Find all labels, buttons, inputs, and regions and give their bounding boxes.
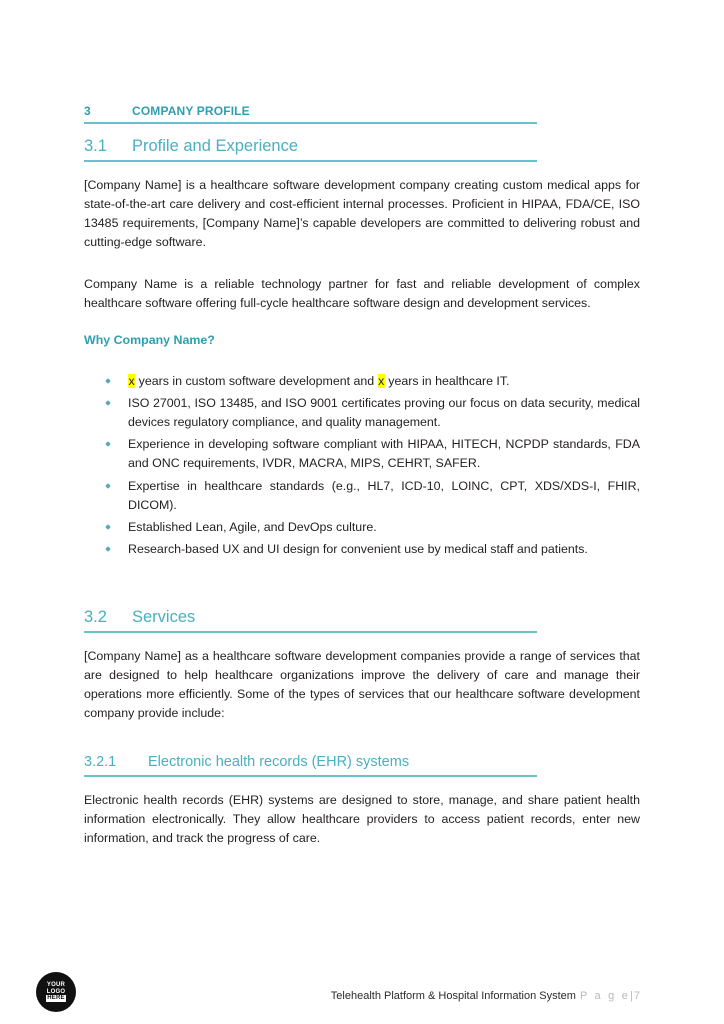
bullet-diamond-icon [105, 400, 111, 406]
section-3-2-1-number: 3.2.1 [84, 754, 117, 771]
page-number: 7 [633, 990, 640, 1002]
heading-section-3-2 [84, 607, 640, 633]
list-item-text: Experience in developing software compliant with HIPAA, HITECH, NCPDP standards, FDA and ONC requirements, IVDR, MACRA, MIPS, CEHRT, SAFER. [128, 437, 640, 471]
bullet-diamond-icon [105, 546, 111, 552]
list-item-text-middle: years in custom software development and [135, 373, 378, 388]
logo-line-1: YOUR [46, 981, 66, 988]
list-item [84, 394, 640, 432]
page-label: P a g e [579, 990, 631, 1002]
list-item-text: ISO 27001, ISO 13485, and ISO 9001 certificates proving our focus on data security, medical devices regulatory compliance, and quality management. [128, 395, 640, 429]
list-item [84, 518, 640, 537]
section-3-2-number: 3.2 [84, 607, 107, 626]
bullet-diamond-icon [105, 441, 111, 447]
list-item [84, 435, 640, 473]
page-footer [0, 950, 724, 1024]
chapter-title: COMPANY PROFILE [132, 104, 250, 118]
heading-section-3-2-1 [84, 753, 640, 776]
logo-line-3: HERE [47, 995, 65, 1002]
list-item-text: Established Lean, Agile, and DevOps culture. [128, 520, 377, 535]
heading-chapter-3 [84, 104, 640, 124]
bullet-diamond-icon [105, 483, 111, 489]
section-3-1-paragraph-1: [Company Name] is a healthcare software development company creating custom medical apps for state-of-the-art care delivery and cost-efficient internal processes. Proficient in HIPAA, FDA/CE, ISO 13485 requirements, [Company Name]’s capable developers are committed to delivering robust and cutting-edge software. [84, 177, 640, 250]
section-3-1-title: Profile and Experience [132, 136, 299, 155]
chapter-number: 3 [84, 104, 91, 118]
section-3-1-number: 3.1 [84, 136, 107, 155]
list-item [84, 477, 640, 515]
years-placeholder-1: x [128, 373, 135, 388]
why-company-name-heading: Why Company Name? [84, 332, 215, 347]
section-3-1-paragraph-2: Company Name is a reliable technology partner for fast and reliable development of complex healthcare software offering full-cycle healthcare software design and development services. [84, 276, 640, 310]
section-3-2-paragraph-1: [Company Name] as a healthcare software development companies provide a range of services that are designed to help healthcare organizations improve the delivery of care and manage their operations more efficiently. Some of the types of services that our healthcare software development company provide include: [84, 648, 640, 721]
bullet-diamond-icon [105, 378, 111, 384]
document-content [84, 104, 640, 849]
list-item-text: Research-based UX and UI design for convenient use by medical staff and patients. [128, 542, 588, 557]
page-separator: | [630, 990, 633, 1002]
list-item [84, 372, 640, 391]
section-3-2-1-paragraph-1: Electronic health records (EHR) systems are designed to store, manage, and share patient health information electronically. They allow healthcare providers to access patient records, enter new information, and track the progress of care. [84, 792, 640, 846]
bullet-diamond-icon [105, 524, 111, 530]
list-item-text-suffix: years in healthcare IT. [384, 373, 510, 388]
section-3-2-1-title: Electronic health records (EHR) systems [148, 754, 410, 771]
section-3-2-title: Services [132, 607, 196, 626]
advantages-list [84, 372, 640, 560]
heading-section-3-1 [84, 136, 640, 162]
list-item [84, 540, 640, 559]
footer-caption [0, 990, 640, 1002]
years-placeholder-2: x [378, 373, 385, 388]
list-item-text: Expertise in healthcare standards (e.g., HL7, ICD-10, LOINC, CPT, XDS/XDS-I, FHIR, DICOM). [128, 478, 640, 512]
logo-line-2: LOGO [46, 988, 66, 995]
footer-document-title: Telehealth Platform & Hospital Information System [330, 990, 576, 1002]
